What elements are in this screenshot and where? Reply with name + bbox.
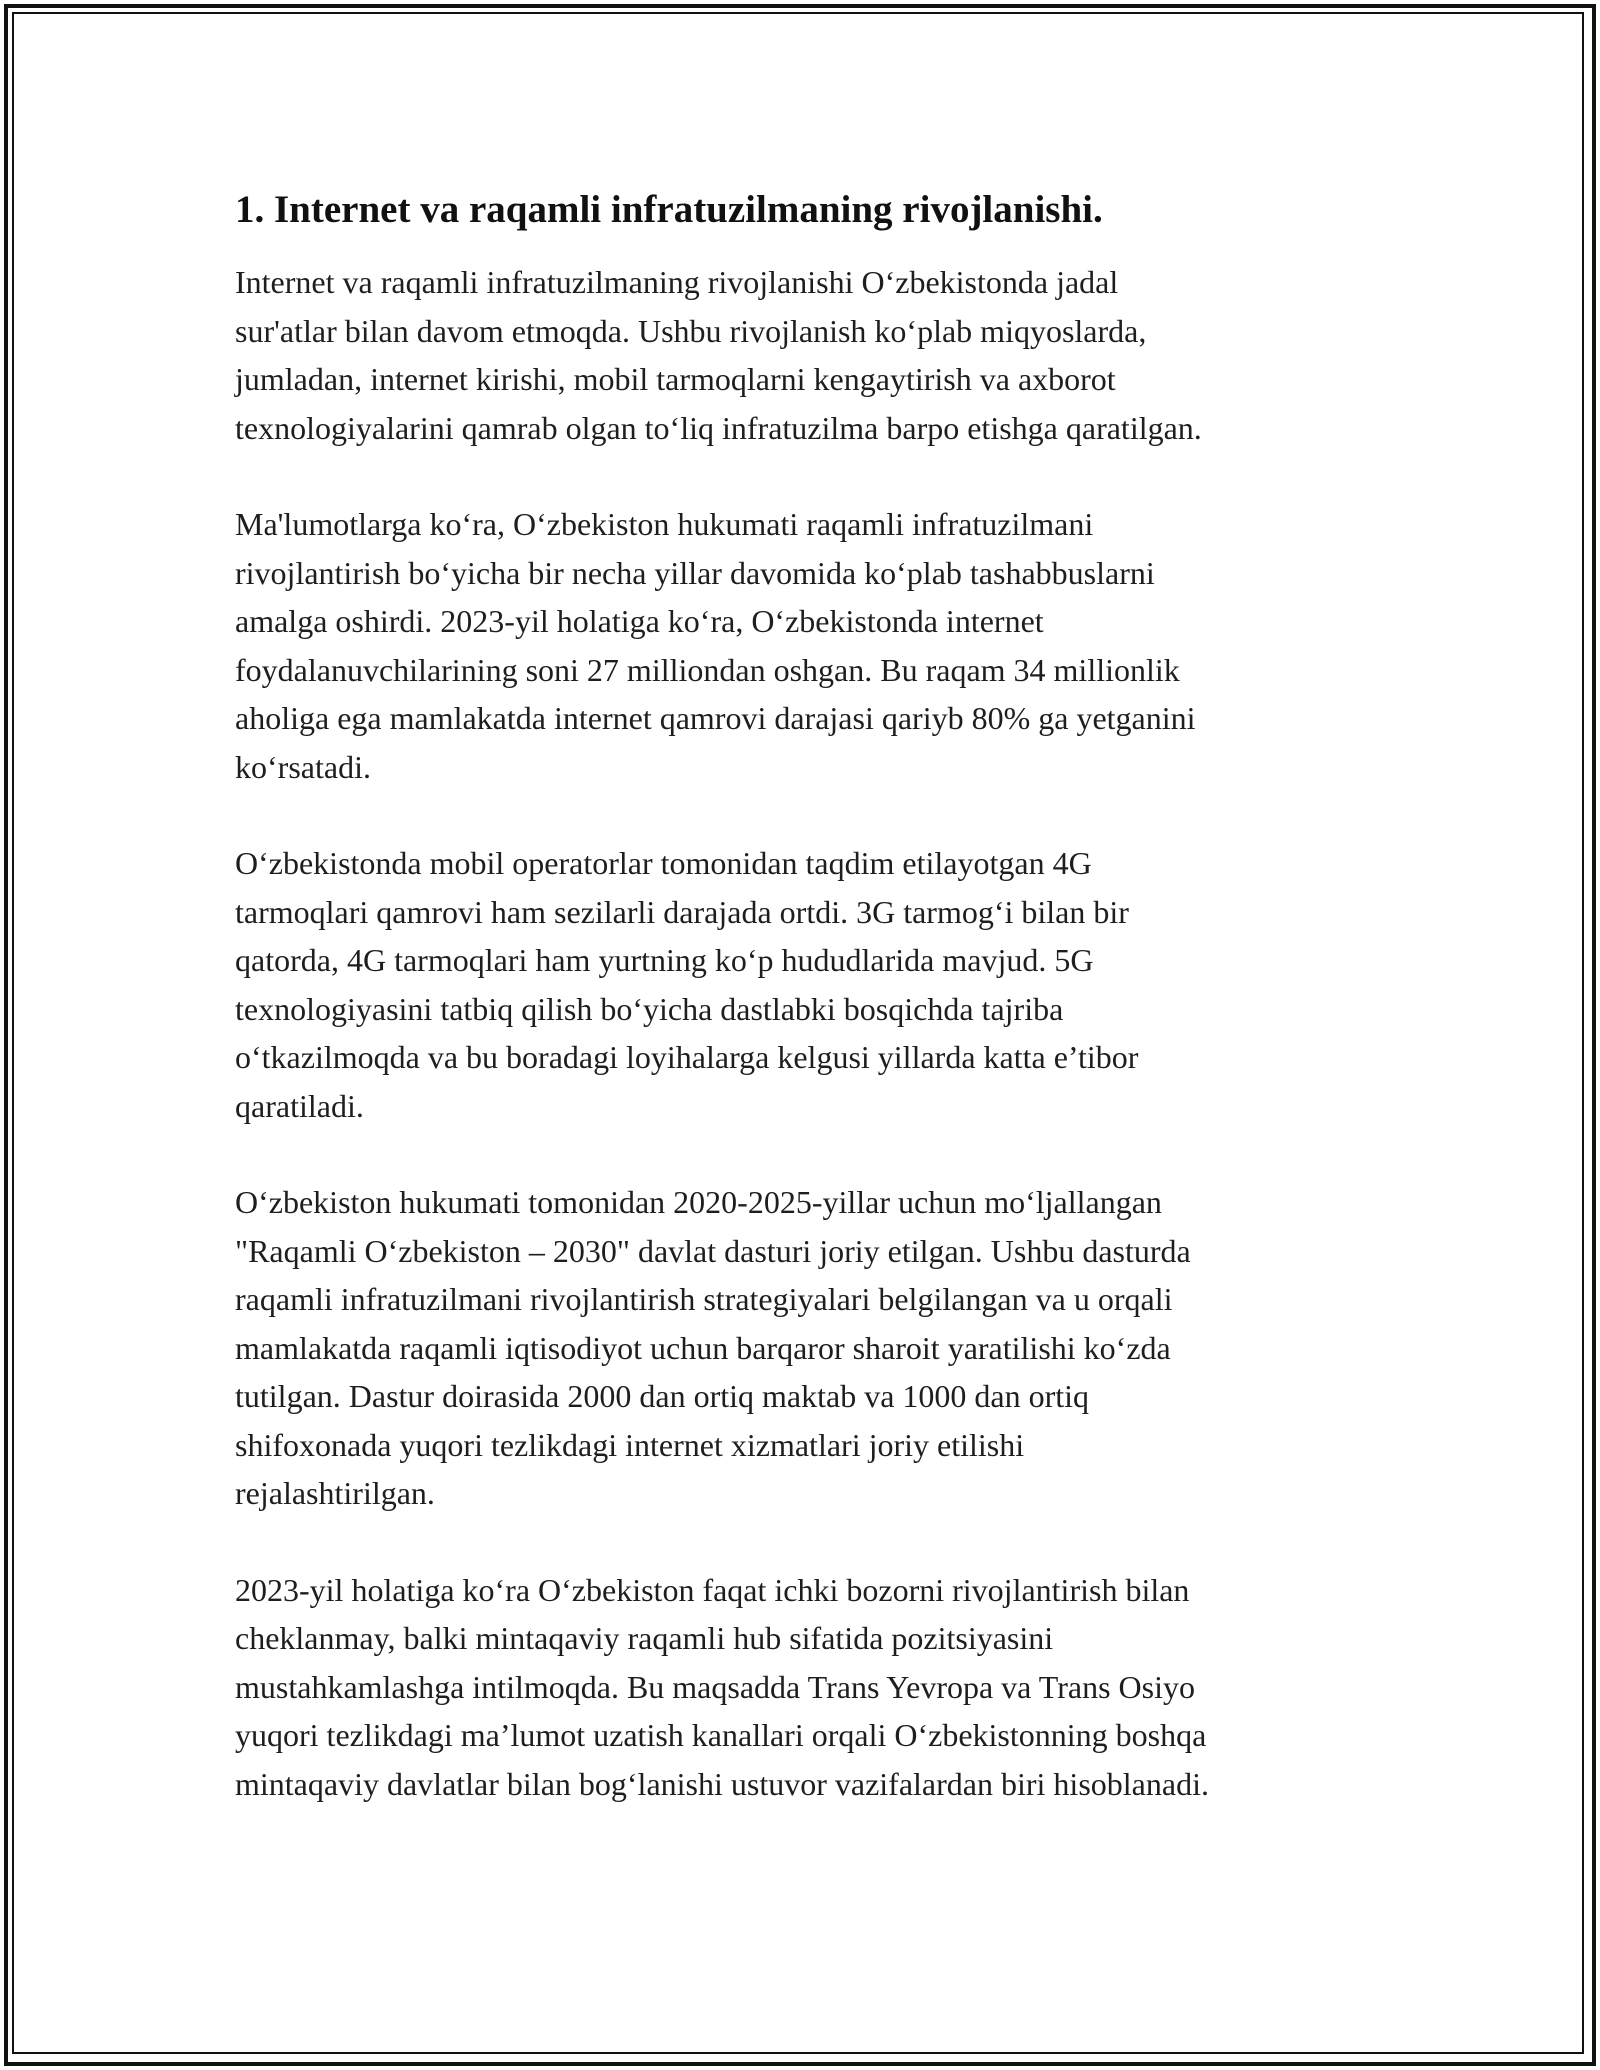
- paragraph-1: [235, 258, 1375, 452]
- paragraph-line: sur'atlar bilan davom etmoqda. Ushbu rivojlanish ko‘plab miqyoslarda,: [235, 312, 1147, 349]
- paragraph-line: 2023-yil holatiga ko‘ra O‘zbekiston faqat ichki bozorni rivojlantirish bilan: [235, 1571, 1190, 1608]
- paragraph-5: [235, 1566, 1375, 1809]
- paragraph-line: O‘zbekiston hukumati tomonidan 2020-2025-yillar uchun mo‘ljallangan: [235, 1184, 1162, 1220]
- paragraph-line: ko‘rsatadi.: [235, 748, 371, 785]
- paragraph-line: texnologiyasini tatbiq qilish bo‘yicha dastlabki bosqichda tajriba: [235, 990, 1064, 1027]
- paragraph-line: mustahkamlashga intilmoqda. Bu maqsadda Trans Yevropa va Trans Osiyo: [235, 1668, 1195, 1705]
- paragraph-line: tutilgan. Dastur doirasida 2000 dan ortiq maktab va 1000 dan ortiq: [235, 1378, 1090, 1414]
- paragraph-line: raqamli infratuzilmani rivojlantirish strategiyalari belgilangan va u orqali: [235, 1281, 1173, 1317]
- section-heading: 1. Internet va raqamli infratuzilmaning rivojlanishi.: [235, 188, 1103, 231]
- paragraph-line: jumladan, internet kirishi, mobil tarmoqlarni kengaytirish va axborot: [235, 361, 1116, 397]
- paragraph-line: shifoxonada yuqori tezlikdagi internet xizmatlari joriy etilishi: [235, 1426, 1025, 1463]
- paragraph-line: rejalashtirilgan.: [235, 1475, 435, 1511]
- paragraph-line: "Raqamli O‘zbekiston – 2030" davlat dasturi joriy etilgan. Ushbu dasturda: [235, 1232, 1191, 1269]
- paragraph-line: texnologiyalarini qamrab olgan to‘liq infratuzilma barpo etishga qaratilgan.: [235, 409, 1202, 446]
- paragraph-line: amalga oshirdi. 2023-yil holatiga ko‘ra, O‘zbekistonda internet: [235, 603, 1044, 639]
- paragraph-line: Internet va raqamli infratuzilmaning rivojlanishi O‘zbekistonda jadal: [235, 264, 1119, 300]
- paragraph-3: [235, 839, 1375, 1130]
- paragraph-line: tarmoqlari qamrovi ham sezilarli darajada ortdi. 3G tarmog‘i bilan bir: [235, 893, 1129, 930]
- paragraph-4: [235, 1178, 1375, 1518]
- paragraph-line: qaratiladi.: [235, 1087, 364, 1124]
- paragraph-line: aholiga ega mamlakatda internet qamrovi darajasi qariyb 80% ga yetganini: [235, 700, 1196, 736]
- paragraph-2: [235, 500, 1375, 791]
- paragraph-line: rivojlantirish bo‘yicha bir necha yillar davomida ko‘plab tashabbuslarni: [235, 554, 1155, 591]
- paragraph-line: o‘tkazilmoqda va bu boradagi loyihalarga kelgusi yillarda katta e’tibor: [235, 1039, 1139, 1075]
- paragraph-line: O‘zbekistonda mobil operatorlar tomonidan taqdim etilayotgan 4G: [235, 845, 1092, 881]
- paragraph-line: mamlakatda raqamli iqtisodiyot uchun barqaror sharoit yaratilishi ko‘zda: [235, 1329, 1171, 1366]
- paragraph-line: cheklanmay, balki mintaqaviy raqamli hub sifatida pozitsiyasini: [235, 1620, 1054, 1656]
- document-body: [235, 186, 1375, 1856]
- paragraph-line: yuqori tezlikdagi ma’lumot uzatish kanallari orqali O‘zbekistonning boshqa: [235, 1717, 1207, 1753]
- paragraph-line: Ma'lumotlarga ko‘ra, O‘zbekiston hukumati raqamli infratuzilmani: [235, 506, 1094, 542]
- paragraph-line: mintaqaviy davlatlar bilan bog‘lanishi ustuvor vazifalardan biri hisoblanadi.: [235, 1765, 1209, 1802]
- paragraph-line: foydalanuvchilarining soni 27 milliondan oshgan. Bu raqam 34 millionlik: [235, 651, 1180, 688]
- paragraph-line: qatorda, 4G tarmoqlari ham yurtning ko‘p hududlarida mavjud. 5G: [235, 942, 1094, 978]
